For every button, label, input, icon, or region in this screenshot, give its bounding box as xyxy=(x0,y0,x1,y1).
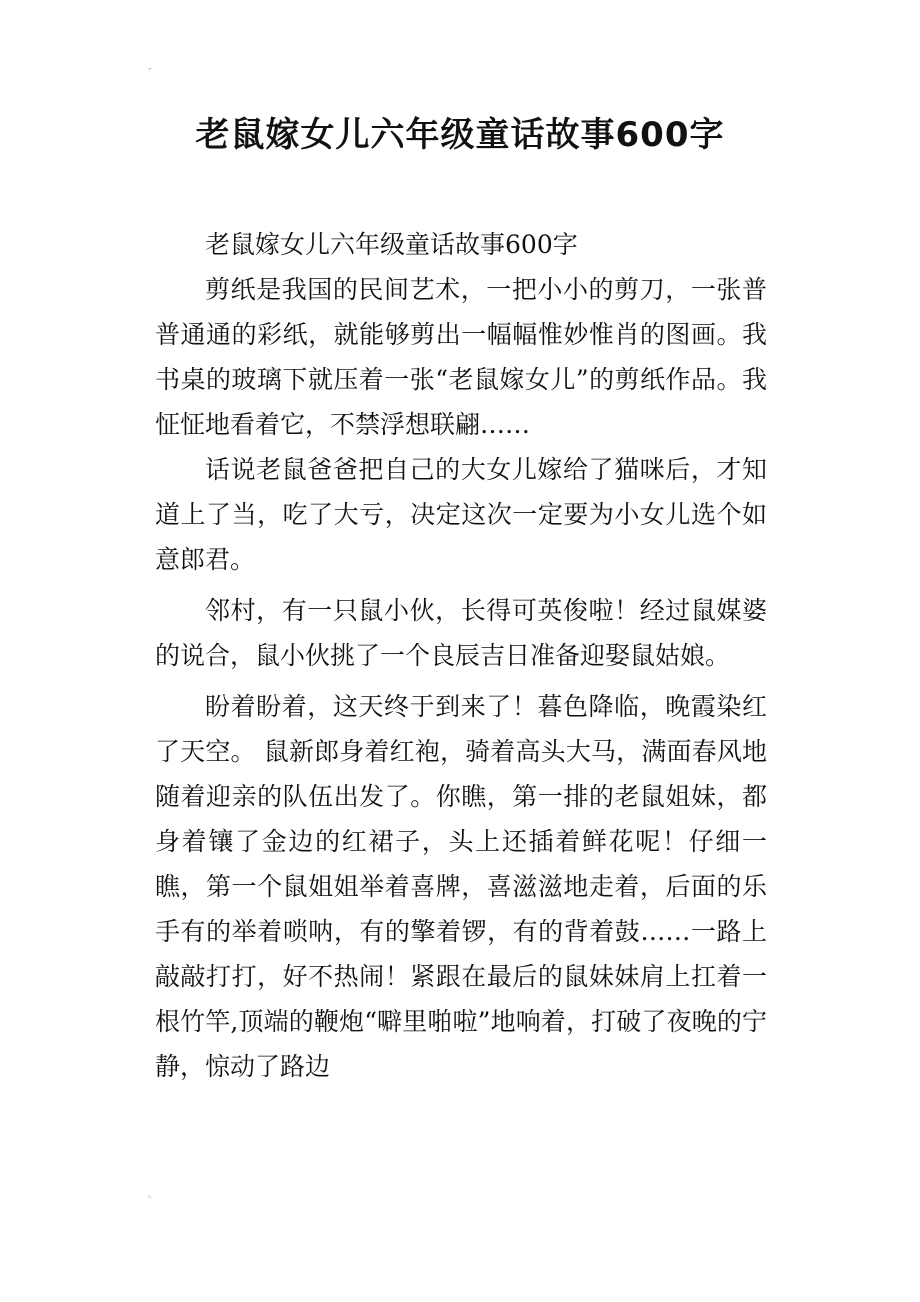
body-subtitle: 老鼠嫁女儿六年级童话故事600字 xyxy=(205,230,578,259)
paragraph-papercut: 剪纸是我国的民间艺术，一把小小的剪刀，一张普普通通的彩纸，就能够剪出一幅幅惟妙惟肖的图画。我书桌的玻璃下就压着一张“老鼠嫁女儿”的剪纸作品。我怔怔地看着它，不禁浮想联翩…… xyxy=(155,275,767,439)
paragraph-groom: 邻村，有一只鼠小伙，长得可英俊啦！经过鼠媒婆的说合，鼠小伙挑了一个良辰吉日准备迎娶鼠姑娘。 xyxy=(155,596,767,670)
document-title: 老鼠嫁女儿六年级童话故事600字 xyxy=(195,115,725,155)
paragraph-procession: 盼着盼着，这天终于到来了！暮色降临，晚霞染红了天空。 鼠新郎身着红袍，骑着高头大马，满面春风地随着迎亲的队伍出发了。你瞧，第一排的老鼠姐妹，都身着镶了金边的红裙子，头上还插着鲜花呢！仔细一瞧，第一个鼠姐姐举着喜牌，喜滋滋地走着，后面的乐手有的举着唢呐，有的擎着锣，有的背着鼓……一路上敲敲打打，好不热闹！紧跟在最后的鼠妹妹肩上扛着一根竹竿,顶端的鞭炮“噼里啪啦”地响着，打破了夜晚的宁静，惊动了路边 xyxy=(155,692,767,1081)
crop-mark-icon: ⌜ xyxy=(148,68,153,78)
paragraph-father-mouse: 话说老鼠爸爸把自己的大女儿嫁给了猫咪后，才知道上了当，吃了大亏，决定这次一定要为小女儿选个如意郎君。 xyxy=(155,455,767,574)
document-body xyxy=(155,222,767,1089)
crop-mark-icon: ⌞ xyxy=(148,1190,153,1200)
